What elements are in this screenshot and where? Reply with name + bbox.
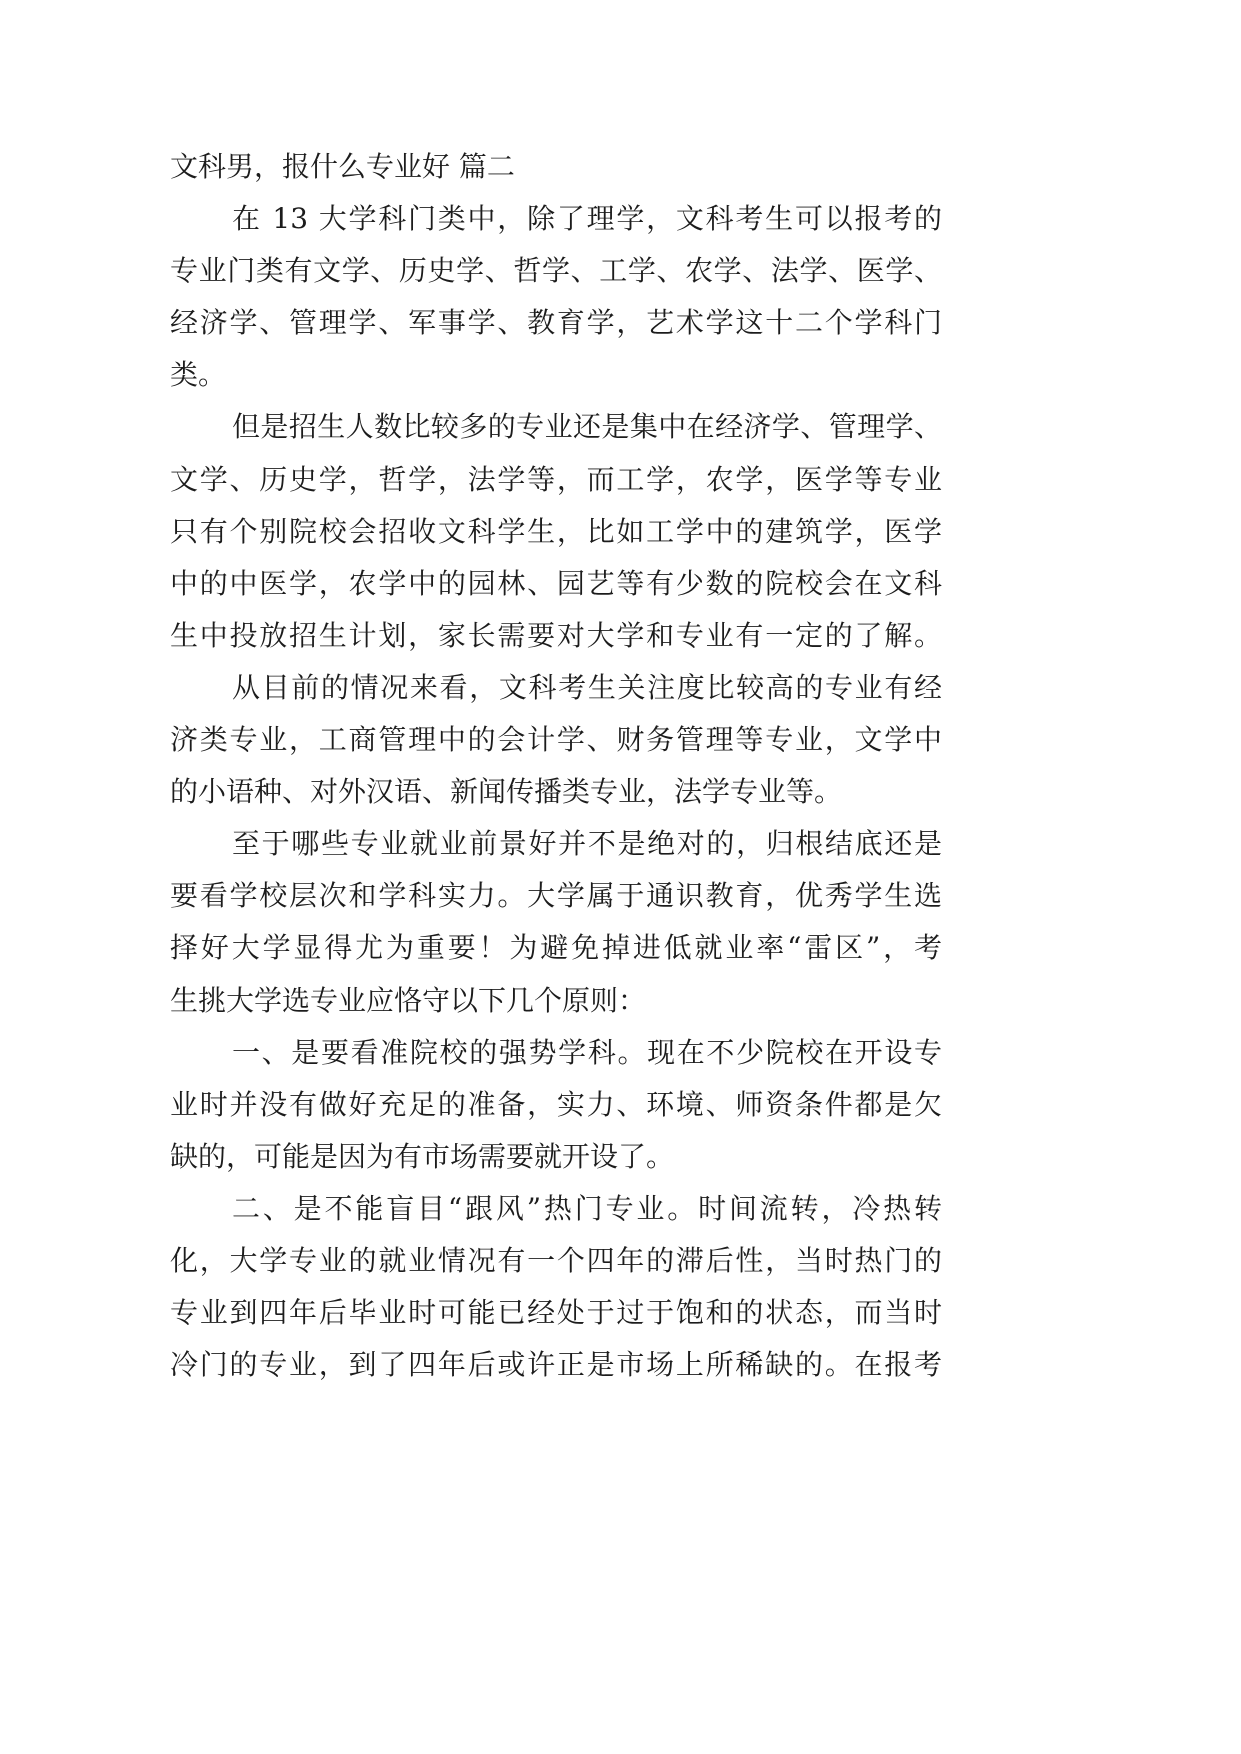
paragraph-2 bbox=[170, 401, 942, 661]
paragraph-line: 生挑大学选专业应恪守以下几个原则： bbox=[170, 983, 647, 1017]
paragraph-line: 中的中医学，农学中的园林、园艺等有少数的院校会在文科 bbox=[170, 566, 942, 600]
paragraph-4 bbox=[170, 818, 942, 1026]
paragraph-line: 缺的，可能是因为有市场需要就开设了。 bbox=[170, 1139, 675, 1173]
paragraph-line: 类。 bbox=[170, 358, 227, 392]
paragraph-line: 择好大学显得尤为重要！为避免掉进低就业率“雷区”，考 bbox=[170, 931, 942, 965]
paragraph-line: 化，大学专业的就业情况有一个四年的滞后性，当时热门的 bbox=[170, 1243, 942, 1277]
paragraph-3 bbox=[170, 662, 942, 818]
paragraph-line: 二、是不能盲目“跟风”热门专业。时间流转，冷热转 bbox=[232, 1191, 942, 1225]
document-title: 文科男，报什么专业好 篇二 bbox=[170, 150, 515, 183]
paragraph-line: 生中投放招生计划，家长需要对大学和专业有一定的了解。 bbox=[170, 618, 942, 652]
paragraph-line: 在 13 大学科门类中，除了理学，文科考生可以报考的 bbox=[232, 202, 942, 236]
paragraph-line: 只有个别院校会招收文科学生，比如工学中的建筑学，医学 bbox=[170, 514, 942, 548]
paragraph-line: 专业门类有文学、历史学、哲学、工学、农学、法学、医学、 bbox=[170, 254, 942, 288]
paragraph-line: 冷门的专业，到了四年后或许正是市场上所稀缺的。在报考 bbox=[170, 1348, 942, 1382]
paragraph-line: 经济学、管理学、军事学、教育学，艺术学这十二个学科门 bbox=[170, 306, 942, 340]
paragraph-line: 要看学校层次和学科实力。大学属于通识教育，优秀学生选 bbox=[170, 879, 942, 913]
paragraph-1 bbox=[170, 193, 942, 401]
paragraph-line: 专业到四年后毕业时可能已经处于过于饱和的状态，而当时 bbox=[170, 1296, 942, 1330]
paragraph-5 bbox=[170, 1027, 942, 1183]
paragraph-line: 济类专业，工商管理中的会计学、财务管理等专业，文学中 bbox=[170, 723, 942, 757]
paragraph-line: 但是招生人数比较多的专业还是集中在经济学、管理学、 bbox=[232, 410, 942, 444]
paragraph-6 bbox=[170, 1183, 942, 1391]
document-body bbox=[170, 141, 942, 1391]
paragraph-line: 从目前的情况来看，文科考生关注度比较高的专业有经 bbox=[232, 670, 942, 704]
paragraph-line: 一、是要看准院校的强势学科。现在不少院校在开设专 bbox=[232, 1035, 942, 1069]
paragraph-line: 业时并没有做好充足的准备，实力、环境、师资条件都是欠 bbox=[170, 1087, 942, 1121]
paragraph-line: 的小语种、对外汉语、新闻传播类专业，法学专业等。 bbox=[170, 775, 843, 809]
paragraph-line: 文学、历史学，哲学，法学等，而工学，农学，医学等专业 bbox=[170, 462, 942, 496]
paragraph-line: 至于哪些专业就业前景好并不是绝对的，归根结底还是 bbox=[232, 827, 942, 861]
